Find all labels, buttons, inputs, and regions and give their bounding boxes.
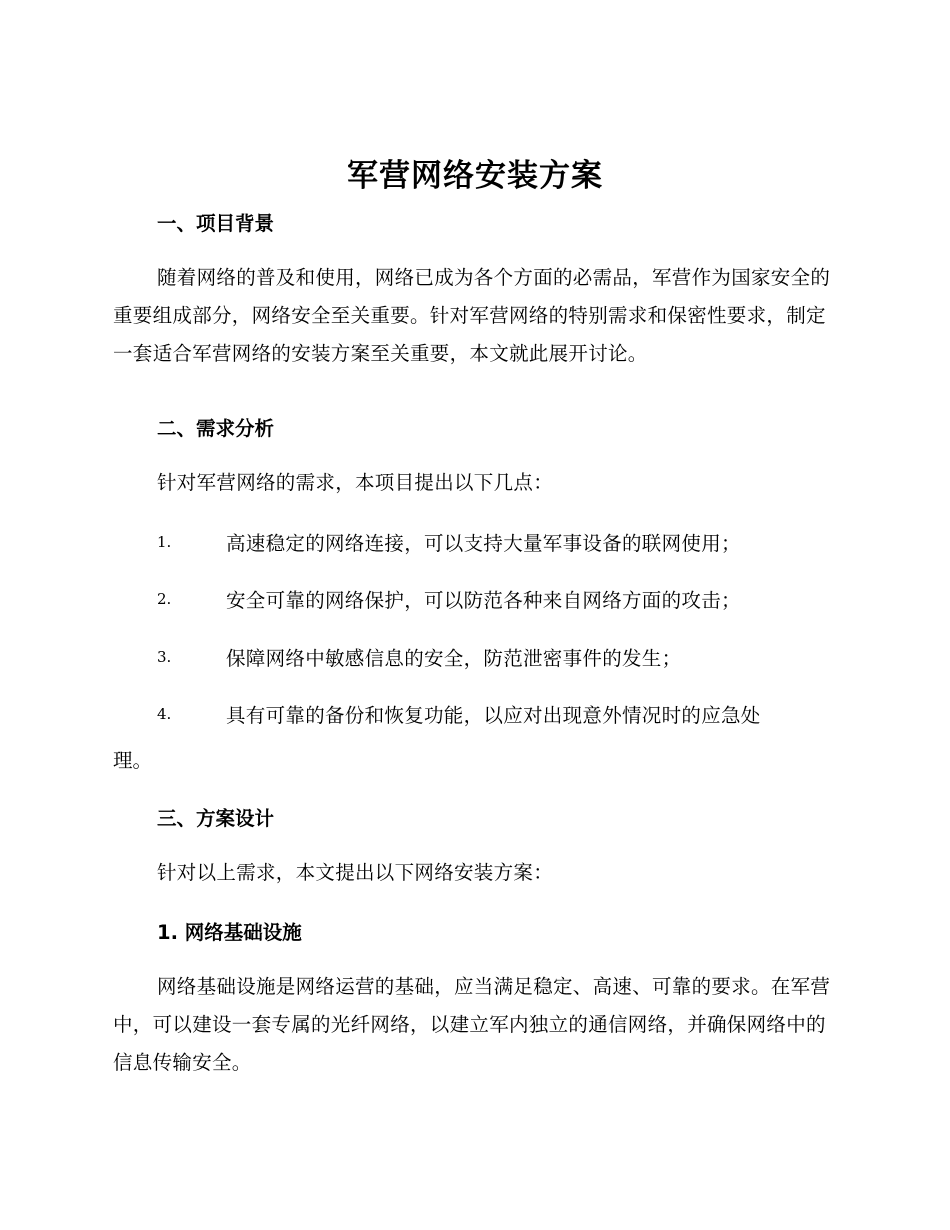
list-item-number: 4. bbox=[157, 705, 172, 723]
infrastructure-paragraph: 网络基础设施是网络运营的基础，应当满足稳定、高速、可靠的要求。在军营中，可以建设一套专属的光纤网络，以建立军内独立的通信网络，并确保网络中的信息传输安全。 bbox=[113, 975, 831, 1074]
background-paragraph: 随着网络的普及和使用，网络已成为各个方面的必需品，军营作为国家安全的重要组成部分，网络安全至关重要。针对军营网络的特别需求和保密性要求，制定一套适合军营网络的安装方案至关重要，本文就此展开讨论。 bbox=[113, 266, 831, 365]
list-item-number: 3. bbox=[157, 648, 172, 666]
list-item-text: 具有可靠的备份和恢复功能，以应对出现意外情况时的应急处 bbox=[226, 704, 761, 727]
list-item-text: 保障网络中敏感信息的安全，防范泄密事件的发生； bbox=[226, 647, 682, 670]
section-heading-design: 三、方案设计 bbox=[157, 807, 275, 830]
list-item-text: 高速稳定的网络连接，可以支持大量军事设备的联网使用； bbox=[226, 532, 741, 555]
list-item-number: 2. bbox=[157, 590, 172, 608]
document-title: 军营网络安装方案 bbox=[347, 158, 603, 194]
list-item-number: 1. bbox=[157, 533, 172, 551]
design-intro: 针对以上需求，本文提出以下网络安装方案： bbox=[157, 861, 554, 884]
requirements-intro: 针对军营网络的需求，本项目提出以下几点： bbox=[157, 471, 554, 494]
list-item-text: 安全可靠的网络保护，可以防范各种来自网络方面的攻击； bbox=[226, 589, 741, 612]
section-heading-background: 一、项目背景 bbox=[157, 212, 275, 235]
subsection-heading-infrastructure: 1. 网络基础设施 bbox=[157, 921, 302, 944]
list-item-continuation: 理。 bbox=[113, 749, 153, 772]
section-heading-requirements: 二、需求分析 bbox=[157, 417, 275, 440]
